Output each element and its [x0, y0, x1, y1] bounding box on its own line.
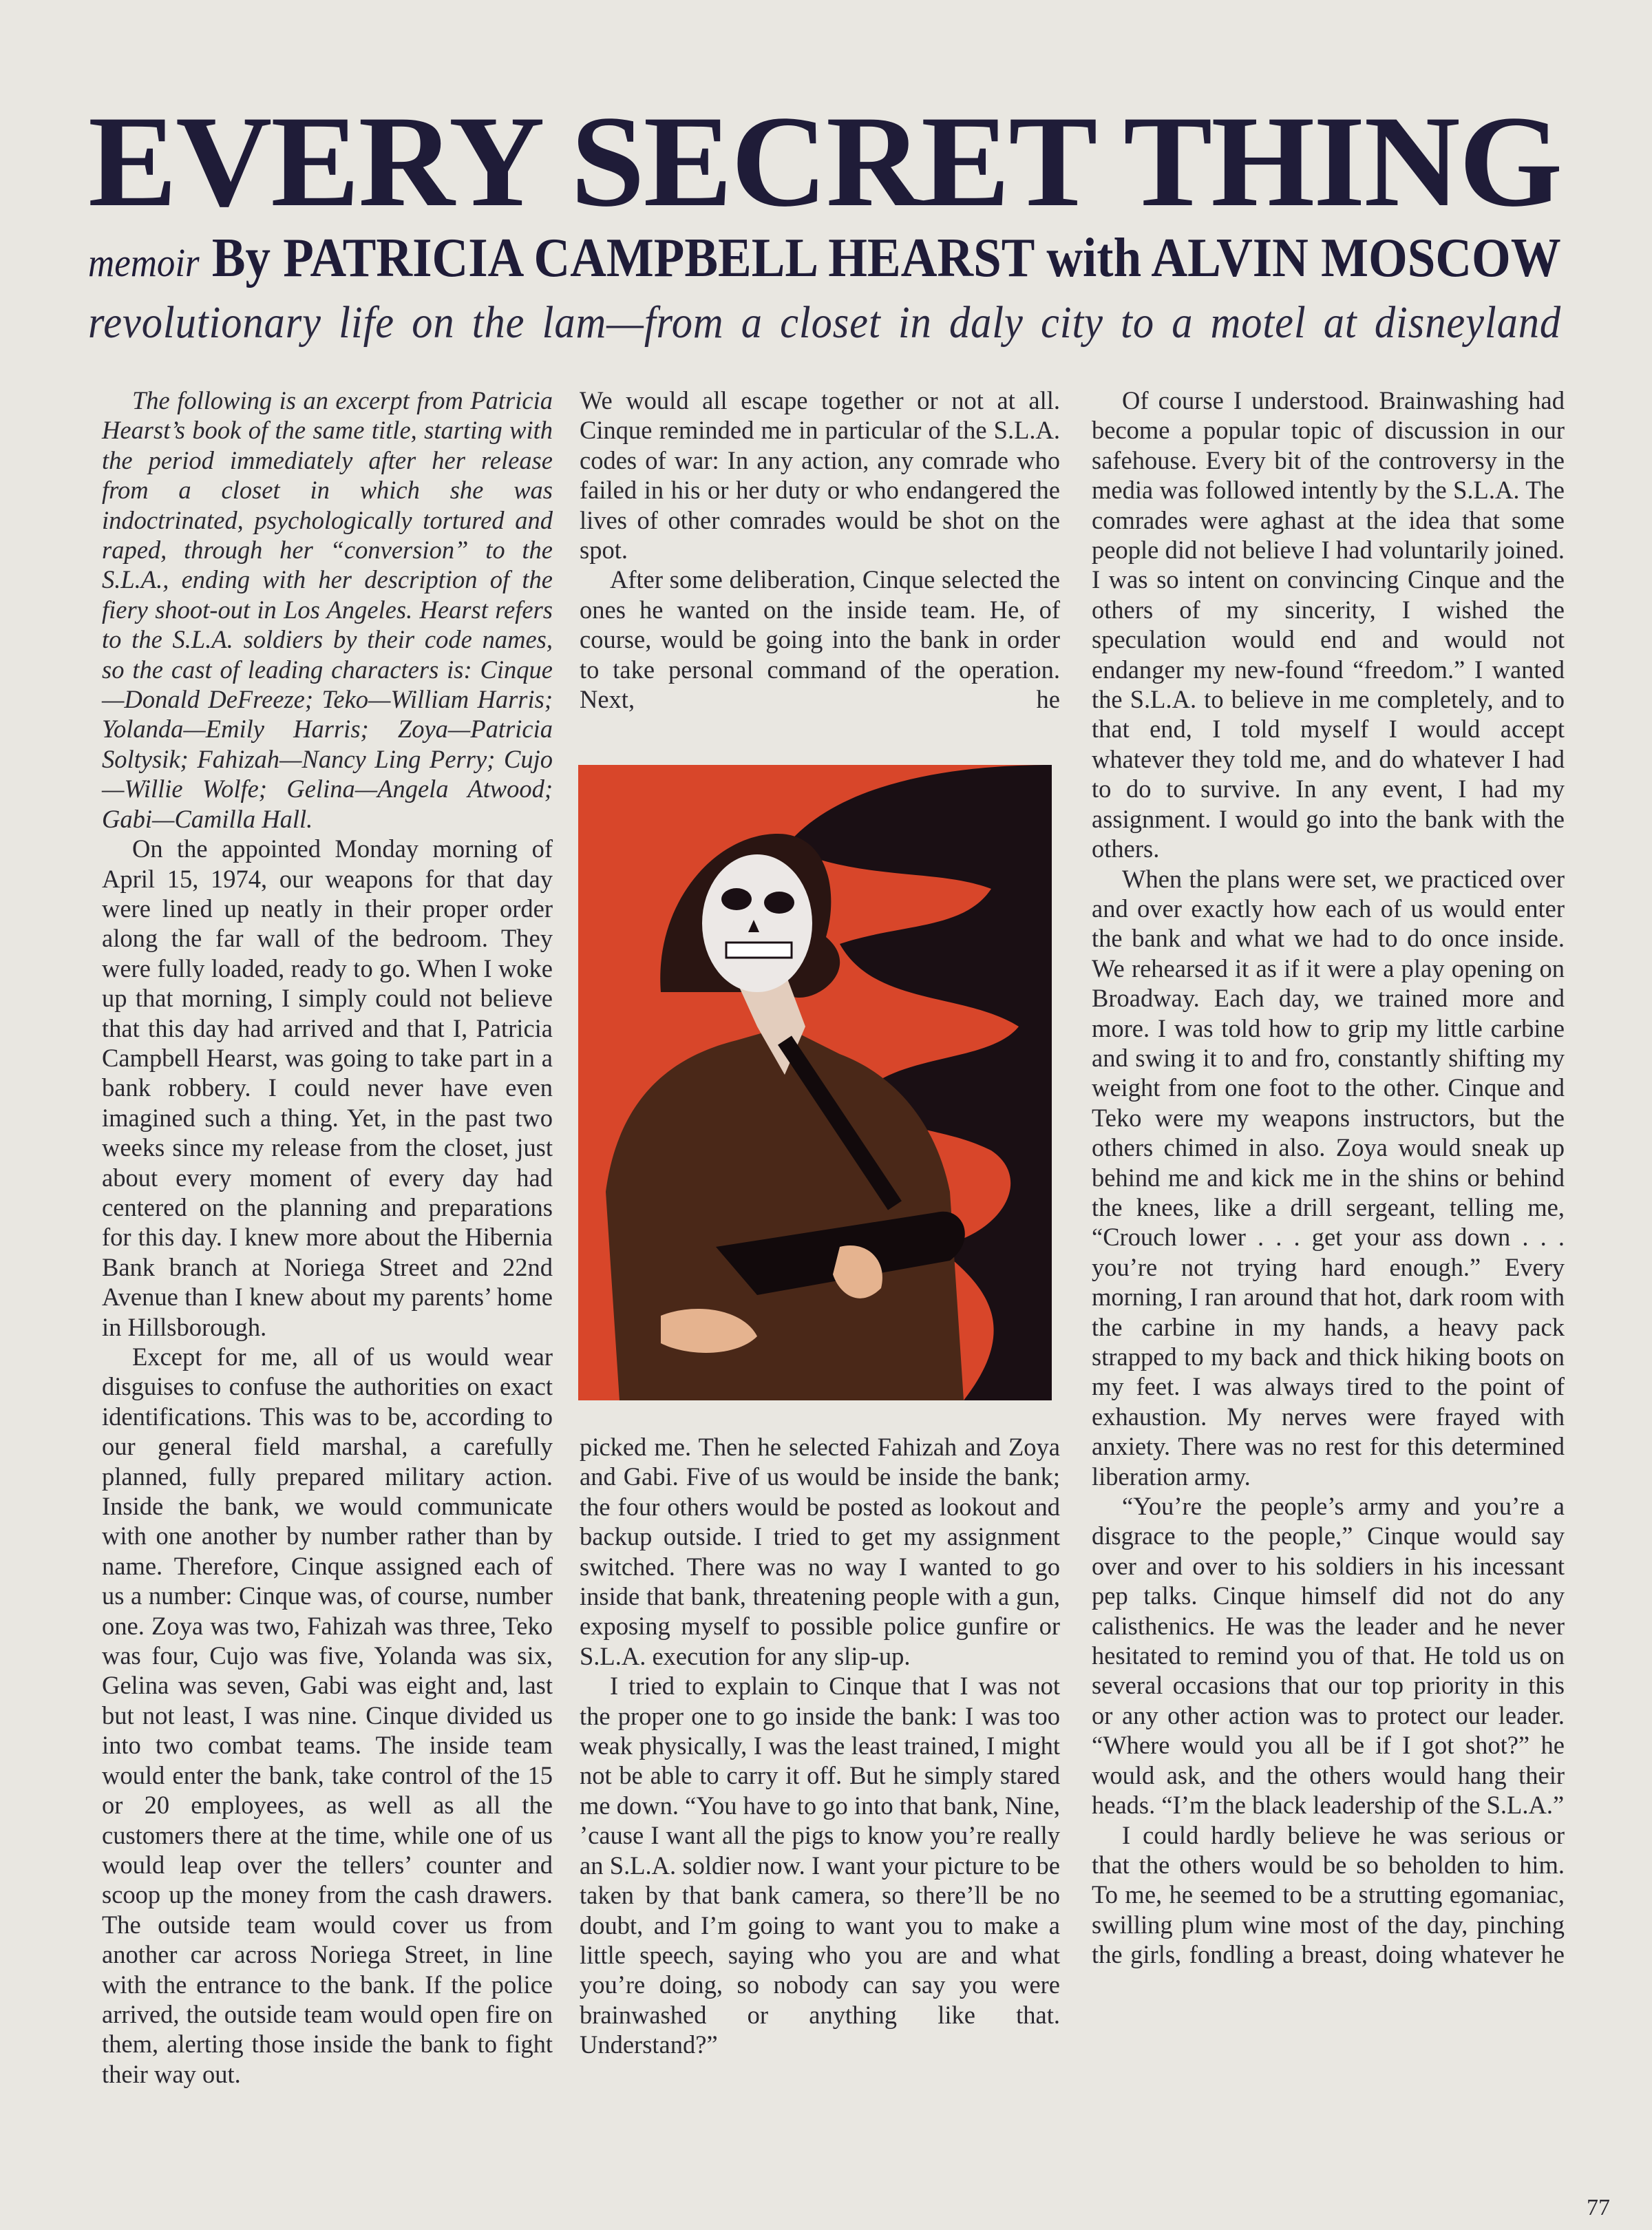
byline-prefix: memoir — [88, 240, 200, 285]
column-2-bottom — [580, 1432, 1060, 2060]
paragraph: When the plans were set, we practiced over and over exactly how each of us would enter the bank and what we had to do once inside. We rehearsed it as if it were a play opening on Broadway. Each day, we trained more and more. I was told how to grip my little carbine and swing it to and fro, constantly shifting my weight from one foot to the other. Cinque and Teko were my weapons instructors, but the others chimed in also. Zoya would sneak up behind me and kick me in the shins or behind the knees, like a drill sergeant, telling me, “Crouch lower . . . get your ass down . . . you’re not trying hard enough.” Every morning, I ran around that hot, dark room with the carbine in my hands, a heavy pack strapped to my back and thick hiking boots on my feet. I was always tired to the point of exhaustion. My nerves were frayed with anxiety. There was no rest for this determined liberation army. — [1092, 864, 1565, 1491]
paragraph: On the appointed Monday morning of April 15, 1974, our weapons for that day were lined up neatly in their proper order along the far wall of the bedroom. They were fully loaded, ready to go. When I woke up that morning, I simply could not believe that this day had arrived and that I, Patricia Campbell Hearst, was going to take part in a bank robbery. I could never have even imagined such a thing. Yet, in the past two weeks since my release from the closet, just about every moment of every day had centered on the planning and preparations for this day. I knew more about the Hibernia Bank branch at Noriega Street and 22nd Avenue than I knew about my parents’ home in Hillsborough. — [102, 834, 553, 1341]
column-1 — [102, 386, 553, 2089]
paragraph: We would all escape together or not at all. Cinque reminded me in particular of the S.L.A. codes of war: In any action, any comrade who failed in his or her duty or who endangered the lives of other comrades would be shot on the spot. — [580, 386, 1060, 565]
paragraph: I could hardly believe he was serious or that the others would be so beholden to him. To me, he seemed to be a strutting egomaniac, swilling plum wine most of the day, pinching the girls, fondling a breast, doing whatever he — [1092, 1820, 1565, 1969]
intro-paragraph: The following is an excerpt from Patricia Hearst’s book of the same title, starting with the period immediately after her release from a closet in which she was indoctrinated, psychologically tortured and raped, through her “conversion” to the S.L.A., ending with her description of the fiery shoot-out in Los Angeles. Hearst refers to the S.L.A. soldiers by their code names, so the cast of leading characters is: Cinque—Donald DeFreeze; Teko—William Harris; Yolanda—Emily Harris; Zoya—Patricia Soltysik; Fahizah—Nancy Ling Perry; Cujo—Willie Wolfe; Gelina—Angela Atwood; Gabi—Camilla Hall. — [102, 386, 553, 833]
article-title: EVERY SECRET THING — [88, 90, 1562, 234]
paragraph: “You’re the people’s army and you’re a disgrace to the people,” Cinque would say over and over to his soldiers in his incessant pep talks. Cinque himself did not do any calisthenics. He was the leader and he never hesitated to remind you of that. He told us on several occasions that our top priority in this or any other action was to protect our leader. “Where would you all be if I got shot?” he would ask, and the others would hang their heads. “I’m the black leadership of the S.L.A.” — [1092, 1492, 1565, 1820]
byline — [88, 228, 1561, 288]
column-2-top — [580, 386, 1060, 714]
paragraph: picked me. Then he selected Fahizah and Zoya and Gabi. Five of us would be inside the bank; the four others would be posted as lookout and backup outside. I tried to get my assignment switched. There was no way I wanted to go inside that bank, threatening people with a gun, exposing myself to possible police gunfire or S.L.A. execution for any slip-up. — [580, 1433, 1060, 1670]
paragraph: I tried to explain to Cinque that I was not the proper one to go inside the bank: I was too weak physically, I was the least trained, I might not be able to carry it off. But he simply stared me down. “You have to go into that bank, Nine, ’cause I want all the pigs to know you’re really an S.L.A. soldier now. I want your picture to be taken by that bank camera, so there’ll be no doubt, and I’m going to want you to make a little speech, saying who you are and what you’re doing, so nobody can say you were brainwashed or anything like that. Understand?” — [580, 1672, 1060, 2059]
paragraph: Except for me, all of us would wear disguises to confuse the authorities on exact identifications. This was to be, according to our general field marshal, a carefully planned, fully prepared military action. Inside the bank, we would communicate with one another by number rather than by name. Therefore, Cinque assigned each of us a number: Cinque was, of course, number one. Zoya was two, Fahizah was three, Teko was four, Cujo was five, Yolanda was six, Gelina was seven, Gabi was eight and, last but not least, I was nine. Cinque divided us into two combat teams. The inside team would enter the bank, take control of the 15 or 20 employees, as well as all the customers there at the time, while one of us would leap over the tellers’ counter and scoop up the money from the cash drawers. The outside team would cover us from another car across Noriega Street, in line with the entrance to the bank. If the police arrived, the outside team would open fire on them, alerting those inside the bank to fight their way out. — [102, 1343, 553, 2088]
paragraph: After some deliberation, Cinque selected the ones he wanted on the inside team. He, of course, would be going into the bank in order to take personal command of the operation. Next, he — [580, 565, 1060, 714]
column-3 — [1092, 386, 1565, 1970]
byline-authors: By PATRICIA CAMPBELL HEARST with ALVIN MOSCOW — [211, 228, 1561, 288]
paragraph: Of course I understood. Brainwashing had become a popular topic of discussion in our safehouse. Every bit of the controversy in the media was followed intently by the S.L.A. The comrades were aghast at the idea that some people did not believe I had voluntarily joined. I was so intent on convincing Cinque and the others of my sincerity, I wished the speculation would end and would not endanger my new-found “freedom.” I wanted the S.L.A. to believe in me completely, and to that end, I told myself I would accept whatever they told me, and do whatever I had to do to survive. In any event, I had my assignment. I would go into the bank with the others. — [1092, 386, 1565, 863]
subtitle: revolutionary life on the lam—from a closet in daly city to a motel at disneyland — [88, 297, 1562, 348]
page-number: 77 — [1587, 2195, 1610, 2220]
skull-woman-illustration-icon — [578, 765, 1052, 1400]
